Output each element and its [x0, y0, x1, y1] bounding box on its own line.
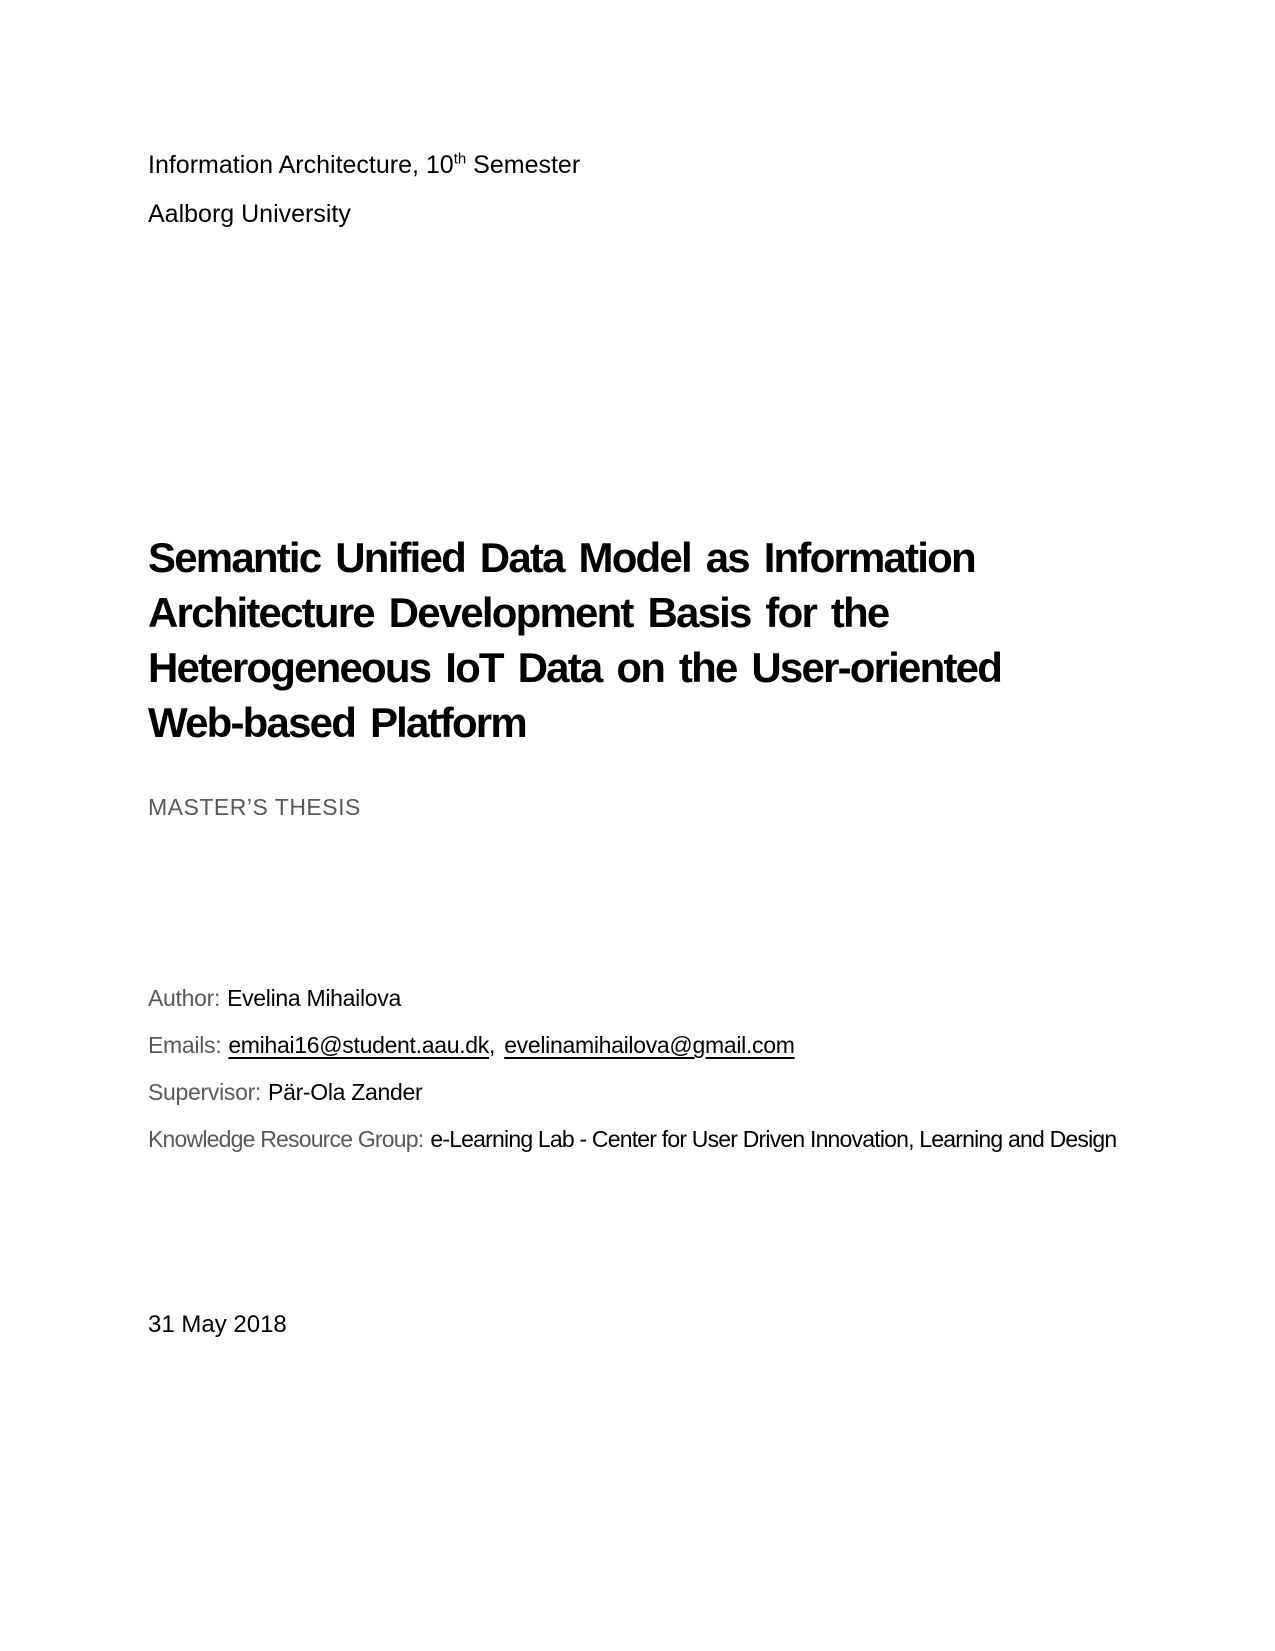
author-details [148, 983, 1116, 1154]
thesis-title-line-3: Heterogeneous IoT Data on the User-oriented [148, 644, 1002, 691]
email-separator: , [489, 1032, 502, 1058]
knowledge-resource-group-value: e-Learning Lab - Center for User Driven Innovation, Learning and Design [430, 1126, 1117, 1152]
knowledge-resource-group-line [148, 1124, 1116, 1154]
thesis-type-label: MASTER’S THESIS [148, 794, 361, 820]
emails-label: Emails: [148, 1032, 222, 1058]
author-label: Author: [148, 985, 221, 1011]
university-name: Aalborg University [148, 200, 351, 228]
semester-label: Semester [466, 151, 581, 179]
thesis-title-line-1: Semantic Unified Data Model as Information [148, 534, 975, 581]
supervisor-name: Pär-Ola Zander [268, 1079, 423, 1105]
email-link-gmail[interactable]: evelinamihailova@gmail.com [504, 1032, 795, 1058]
document-header [148, 150, 580, 229]
emails-line [148, 1030, 1116, 1060]
thesis-title-line-2: Architecture Development Basis for the [148, 589, 889, 636]
thesis-title [148, 530, 1001, 750]
ordinal-superscript: th [453, 150, 467, 168]
thesis-title-line-4: Web-based Platform [148, 699, 526, 746]
author-name: Evelina Mihailova [227, 985, 401, 1011]
knowledge-resource-group-label: Knowledge Resource Group: [148, 1126, 424, 1152]
course-name: Information Architecture, 10 [148, 151, 454, 179]
email-link-student[interactable]: emihai16@student.aau.dk [228, 1032, 489, 1058]
author-line [148, 983, 1116, 1013]
course-info-line [148, 150, 580, 180]
supervisor-label: Supervisor: [148, 1079, 262, 1105]
submission-date: 31 May 2018 [148, 1311, 287, 1338]
supervisor-line [148, 1077, 1116, 1107]
